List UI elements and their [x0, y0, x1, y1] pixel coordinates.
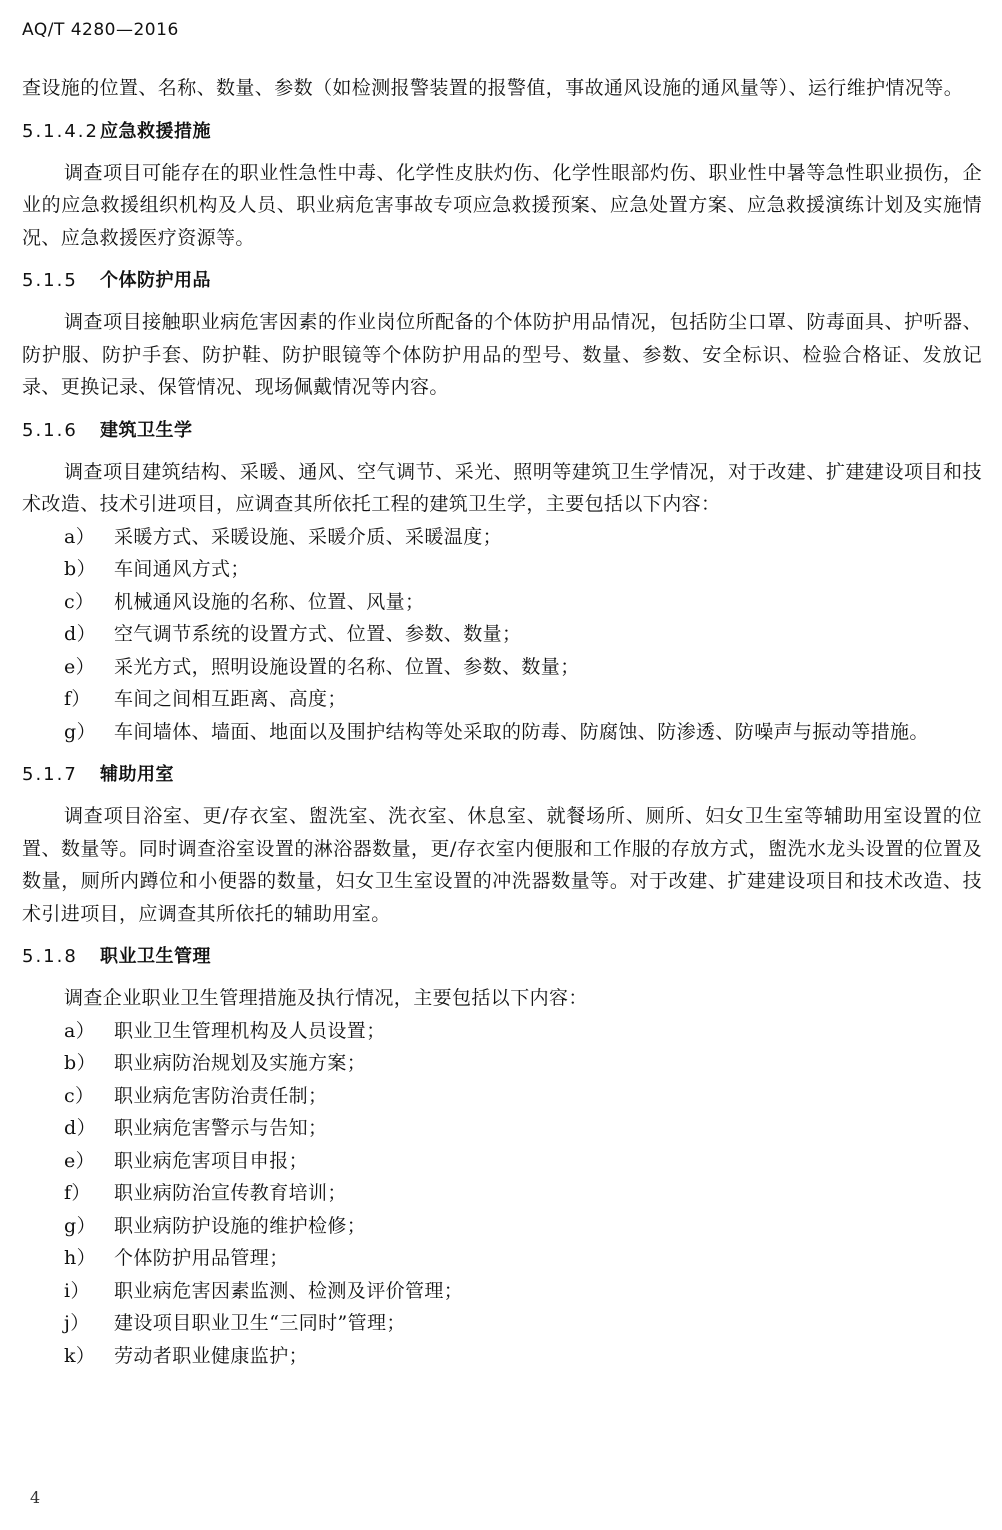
list-marker: e） — [64, 1149, 96, 1172]
list-marker: e） — [64, 655, 96, 678]
section-heading-5142 — [22, 119, 982, 145]
list-item-text: 建设项目职业卫生“三同时”管理； — [114, 1312, 406, 1334]
section-heading-516 — [22, 418, 982, 444]
list-item-text: 采暖方式、采暖设施、采暖介质、采暖温度； — [114, 525, 503, 548]
list-marker: f） — [64, 688, 91, 710]
list-item — [22, 651, 982, 684]
page-content — [22, 72, 982, 1372]
list-marker: g） — [64, 1214, 96, 1237]
section-heading-517 — [22, 762, 982, 788]
list-marker: d） — [64, 623, 96, 645]
intro-paragraph: 查设施的位置、名称、数量、参数（如检测报警装置的报警值，事故通风设施的通风量等）、运行维护情况等。 — [22, 77, 964, 99]
list-marker: a） — [64, 525, 96, 548]
list-item-text: 职业病危害警示与告知； — [114, 1117, 328, 1139]
list-item-text: 职业病危害防治责任制； — [114, 1084, 328, 1107]
list-item — [22, 1340, 982, 1373]
list-marker: i） — [64, 1279, 90, 1302]
section-number: 5.1.8 — [22, 946, 78, 967]
standard-code: AQ/T 4280—2016 — [22, 20, 179, 40]
section-paragraph-518: 调查企业职业卫生管理措施及执行情况，主要包括以下内容： — [64, 987, 588, 1009]
section-paragraph-515: 调查项目接触职业病危害因素的作业岗位所配备的个体防护用品情况，包括防尘口罩、防毒面具、护听器、防护服、防护手套、防护鞋、防护眼镜等个体防护用品的型号、数量、参数、安全标识、检验合格证、发放记录、更换记录、保管情况、现场佩戴情况等内容。 — [22, 311, 982, 398]
list-item-text: 车间墙体、墙面、地面以及围护结构等处采取的防毒、防腐蚀、防渗透、防噪声与振动等措施。 — [114, 720, 929, 743]
section-title: 职业卫生管理 — [100, 946, 211, 967]
section-paragraph-516: 调查项目建筑结构、采暖、通风、空气调节、采光、照明等建筑卫生学情况，对于改建、扩建建设项目和技术改造、技术引进项目，应调查其所依托工程的建筑卫生学，主要包括以下内容： — [22, 460, 982, 515]
list-item — [22, 1210, 982, 1243]
list-item-text: 空气调节系统的设置方式、位置、参数、数量； — [114, 623, 522, 645]
list-marker: d） — [64, 1117, 96, 1139]
list-marker: b） — [64, 1052, 96, 1074]
list-item-text: 职业病防护设施的维护检修； — [114, 1214, 367, 1237]
list-item-text: 职业病防治宣传教育培训； — [114, 1182, 347, 1204]
list-item-text: 职业病防治规划及实施方案； — [114, 1052, 367, 1074]
section-title: 应急救援措施 — [100, 120, 211, 142]
list-item — [22, 716, 982, 749]
list-item — [22, 553, 982, 586]
list-marker: h） — [64, 1247, 97, 1269]
list-item — [22, 1275, 982, 1308]
list-item — [22, 683, 982, 716]
list-marker: a） — [64, 1019, 96, 1042]
section-number: 5.1.7 — [22, 764, 78, 785]
list-marker: k） — [64, 1344, 96, 1367]
list-marker: f） — [64, 1182, 91, 1204]
list-item-text: 车间之间相互距离、高度； — [114, 688, 347, 710]
list-item-text: 个体防护用品管理； — [114, 1247, 289, 1269]
section-title: 辅助用室 — [100, 764, 174, 785]
section-paragraph-517: 调查项目浴室、更/存衣室、盥洗室、洗衣室、休息室、就餐场所、厕所、妇女卫生室等辅助用室设置的位置、数量等。同时调查浴室设置的淋浴器数量，更/存衣室内便服和工作服的存放方式，盥洗水龙头设置的位置及数量，厕所内蹲位和小便器的数量，妇女卫生室设置的冲洗器数量等。对于改建、扩建建设项目和技术改造、技术引进项目，应调查其所依托的辅助用室。 — [22, 805, 982, 925]
list-516 — [22, 521, 982, 749]
section-number: 5.1.6 — [22, 419, 78, 441]
list-item-text: 职业病危害项目申报； — [114, 1149, 309, 1172]
list-item — [22, 1145, 982, 1178]
list-item — [22, 1307, 982, 1340]
section-heading-515 — [22, 268, 982, 294]
list-518 — [22, 1015, 982, 1373]
list-marker: b） — [64, 558, 96, 580]
section-title: 个体防护用品 — [100, 270, 211, 291]
list-item — [22, 1242, 982, 1275]
list-item — [22, 586, 982, 619]
section-paragraph-5142: 调查项目可能存在的职业性急性中毒、化学性皮肤灼伤、化学性眼部灼伤、职业性中暑等急性职业损伤，企业的应急救援组织机构及人员、职业病危害事故专项应急救援预案、应急处置方案、应急救援演练计划及实施情况、应急救援医疗资源等。 — [22, 161, 982, 249]
section-heading-518 — [22, 944, 982, 970]
section-number: 5.1.4.2 — [22, 120, 99, 142]
section-number: 5.1.5 — [22, 270, 78, 291]
list-item-text: 职业病危害因素监测、检测及评价管理； — [114, 1279, 464, 1302]
list-item — [22, 1080, 982, 1113]
list-item — [22, 1112, 982, 1145]
page-number: 4 — [30, 1488, 41, 1507]
list-item-text: 劳动者职业健康监护； — [114, 1344, 309, 1367]
list-item — [22, 521, 982, 554]
list-item — [22, 1015, 982, 1048]
list-item — [22, 618, 982, 651]
list-item-text: 采光方式，照明设施设置的名称、位置、参数、数量； — [114, 655, 580, 678]
list-marker: j） — [64, 1312, 90, 1334]
list-item-text: 机械通风设施的名称、位置、风量； — [114, 590, 425, 613]
list-item-text: 车间通风方式； — [114, 558, 250, 580]
list-marker: g） — [64, 720, 96, 743]
list-marker: c） — [64, 1084, 95, 1107]
list-marker: c） — [64, 590, 95, 613]
section-title: 建筑卫生学 — [100, 419, 193, 441]
list-item — [22, 1047, 982, 1080]
list-item-text: 职业卫生管理机构及人员设置； — [114, 1019, 386, 1042]
list-item — [22, 1177, 982, 1210]
